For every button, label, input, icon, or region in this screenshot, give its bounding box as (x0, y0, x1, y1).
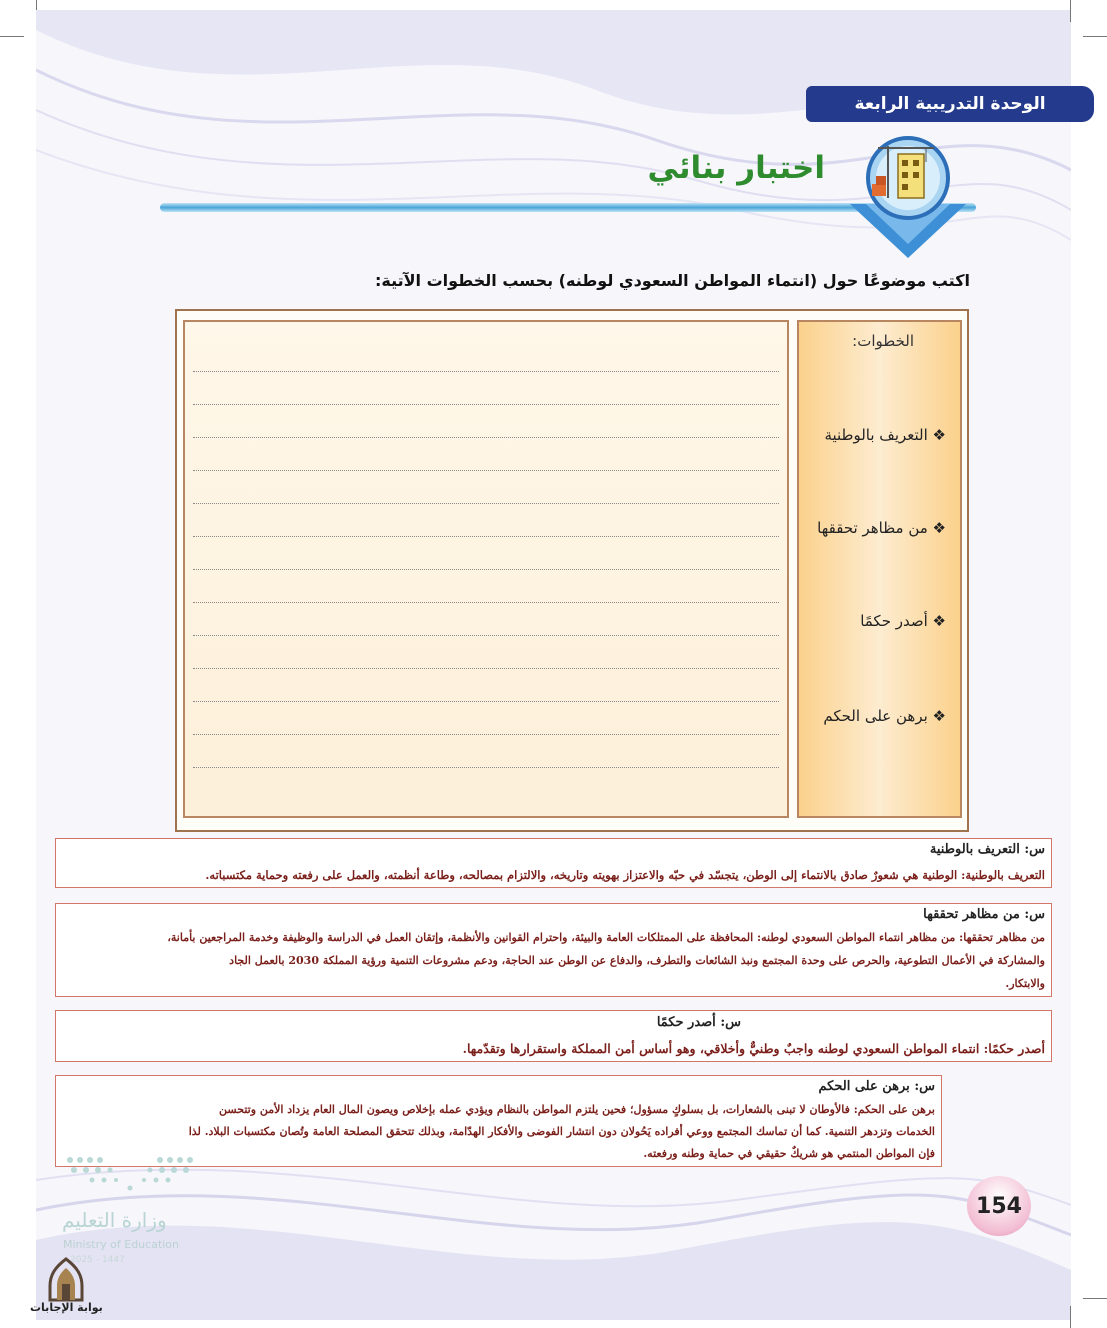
answer-text: الخدمات وتزدهر التنمية. كما أن تماسك المجتمع ووعي أفراده يَحُولان دون انتشار الفوضى والأفكار الهدّامة، وبذلك تتحقق المصلحة العامة وتُصان مكتسبات البلاد. لذا (188, 1125, 935, 1138)
answer-question: س: برهن على الحكم (818, 1079, 935, 1094)
answer-box-manifestations (55, 903, 1052, 997)
trim-mark (1070, 0, 1071, 22)
answer-question: س: التعريف بالوطنية (929, 842, 1045, 857)
answer-text: أصدر حكمًا: انتماء المواطن السعودي لوطنه واجبٌ وطنيٌّ وأخلاقي، وهو أساس أمن المملكة واستقرارها وتقدّمها. (462, 1041, 1045, 1056)
step-item: ❖ برهن على الحكم (823, 707, 946, 725)
answer-text: فإن المواطن المنتمي هو شريكٌ حقيقي في حماية وطنه ورفعته. (643, 1147, 935, 1160)
answer-text: من مظاهر تحققها: من مظاهر انتماء المواطن السعودي لوطنه: المحافظة على الممتلكات العامة والبيئة، واحترام القوانين والأنظمة، وإتقان العمل في الدراسة والوظيفة وخدمة المراجعين بأمانة، (167, 931, 1045, 944)
writing-line (193, 470, 779, 471)
trim-mark (1070, 1306, 1071, 1328)
answer-box-judgment (55, 1010, 1052, 1062)
page-number-badge: 154 (967, 1176, 1031, 1236)
step-item: ❖ أصدر حكمًا (860, 612, 946, 630)
ministry-name-english: Ministry of Education (63, 1238, 180, 1251)
trim-mark (36, 0, 37, 10)
answer-text: والابتكار. (1005, 977, 1045, 990)
writing-line (193, 602, 779, 603)
writing-line (193, 437, 779, 438)
writing-line (193, 569, 779, 570)
writing-line (193, 503, 779, 504)
step-item: ❖ من مظاهر تحققها (817, 519, 946, 537)
trim-mark (1083, 1298, 1107, 1299)
answer-text: التعريف بالوطنية: الوطنية هي شعورٌ صادق بالانتماء إلى الوطن، يتجسّد في حبّه والاعتزاز بهويته وتاريخه، والالتزام بمصالحه، وطاعة أنظمته، والعمل على رفعته وحماية مكتسباته. (205, 868, 1045, 882)
writing-line (193, 536, 779, 537)
ministry-name-arabic: وزارة التعليم (62, 1208, 167, 1232)
ministry-logo-dots (64, 1150, 200, 1200)
step-item: ❖ التعريف بالوطنية (824, 426, 946, 444)
trim-mark (0, 36, 24, 37)
building-construction-icon (838, 132, 978, 262)
unit-banner: الوحدة التدريبية الرابعة (806, 86, 1094, 122)
exercise-prompt: اكتب موضوعًا حول (انتماء المواطن السعودي لوطنه) بحسب الخطوات الآتية: (374, 271, 970, 290)
answer-text: والمشاركة في الأعمال التطوعية، والحرص على وحدة المجتمع ونبذ الشائعات والتطرف، والدفاع عن الوطن عند الحاجة، ودعم مشروعات التنمية ورؤية المملكة 2030 بالعمل الجاد (229, 954, 1045, 967)
answer-question: س: من مظاهر تحققها (923, 907, 1045, 922)
portal-logo-icon (44, 1256, 88, 1302)
page-title: اختبار بنائي (647, 150, 825, 186)
writing-line (193, 371, 779, 372)
steps-heading: الخطوات: (852, 332, 914, 350)
portal-label: بوابة الإجابات (30, 1301, 103, 1314)
ministry-year: 2025 - 1447 (70, 1255, 125, 1265)
steps-panel (797, 320, 962, 818)
writing-line (193, 668, 779, 669)
writing-area[interactable] (183, 320, 789, 818)
writing-line (193, 767, 779, 768)
writing-line (193, 734, 779, 735)
answer-box-definition (55, 838, 1052, 888)
writing-line (193, 701, 779, 702)
writing-line (193, 404, 779, 405)
answer-question: س: أصدر حكمًا (656, 1015, 741, 1030)
answer-text: برهن على الحكم: فالأوطان لا تبنى بالشعارات، بل بسلوكٍ مسؤول؛ فحين يلتزم المواطن بالنظام ويؤدي عمله بإخلاص ويصون المال العام يزداد الأمن وتتحسن (219, 1103, 935, 1116)
trim-mark (1083, 36, 1107, 37)
writing-line (193, 635, 779, 636)
